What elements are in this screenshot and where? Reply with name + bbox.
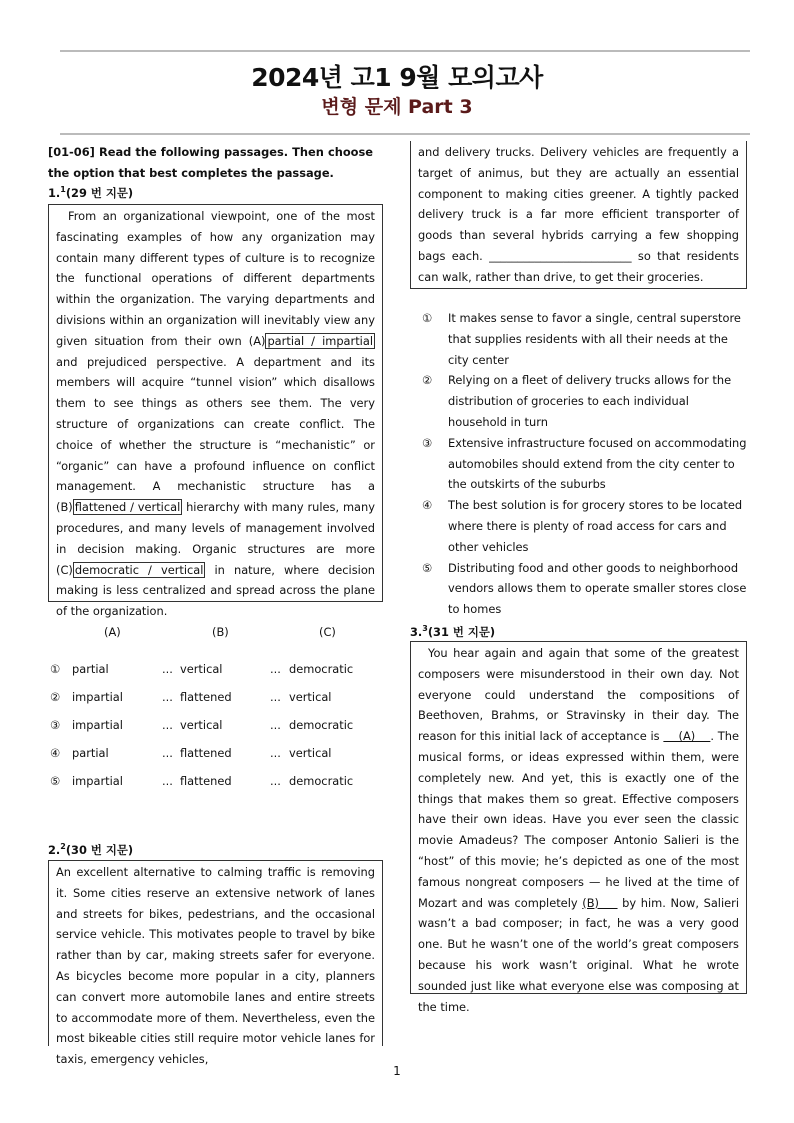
option-b: flattened xyxy=(180,746,232,760)
question-1-option[interactable] xyxy=(48,774,383,794)
sep: ... xyxy=(270,718,281,732)
option-number: ⑤ xyxy=(50,774,61,788)
sep: ... xyxy=(270,746,281,760)
option-text: Distributing food and other goods to neighborhood vendors allows them to operate smaller stores close to homes xyxy=(448,560,747,617)
option-a: impartial xyxy=(72,774,123,788)
option-text: The best solution is for grocery stores to be located where there is plenty of road access for cars and other vehicles xyxy=(448,498,743,554)
blank-a: (A) xyxy=(663,729,711,744)
question-2-option[interactable] xyxy=(418,433,748,495)
option-c: vertical xyxy=(289,746,332,760)
col-a: (A) xyxy=(104,625,121,639)
option-number: ① xyxy=(422,311,433,325)
question-2-option[interactable] xyxy=(418,370,748,432)
sep: ... xyxy=(270,690,281,704)
option-number: ② xyxy=(422,373,433,388)
option-b: flattened xyxy=(180,690,232,704)
question-2-option[interactable] xyxy=(418,308,748,370)
option-number: ② xyxy=(50,690,61,704)
option-c: vertical xyxy=(289,690,332,704)
question-2-passage-part2: and delivery trucks. Delivery vehicles are frequently a target of animus, but they are actually an essential component to making cities greener. A tightly packed delivery truck is a far more efficient transporter of goods than several hybrids carrying a few shopping bags each. _________________________ so that residents can walk, rather than drive, to get their groceries. xyxy=(410,141,747,289)
instructions: [01-06] Read the following passages. Then choose the option that best completes the passage. xyxy=(48,145,373,180)
page-title: 2024년 고1 9월 모의고사 xyxy=(251,63,543,92)
option-c: democratic xyxy=(289,774,354,788)
sep: ... xyxy=(162,662,173,676)
question-2-options xyxy=(418,308,748,620)
option-b: vertical xyxy=(180,662,223,676)
question-2-option[interactable] xyxy=(418,558,748,620)
answer-blank: _________________________ xyxy=(489,248,632,263)
sep: ... xyxy=(162,774,173,788)
option-number: ③ xyxy=(422,435,433,450)
question-1-option[interactable] xyxy=(48,746,383,766)
option-b: flattened xyxy=(180,774,232,788)
question-1-option[interactable] xyxy=(48,690,383,710)
page-subtitle: 변형 문제 Part 3 xyxy=(321,96,473,118)
top-rule xyxy=(60,50,750,52)
choice-box-b: flattened / vertical xyxy=(74,500,181,515)
option-number: ① xyxy=(50,662,61,676)
sep: ... xyxy=(162,718,173,732)
question-2-passage-part1: An excellent alternative to calming traffic is removing it. Some cities reserve an extensive network of lanes and streets for bikes, pedestrians, and the occasional service vehicle. This motivates people to travel by bike rather than by car, making streets safer for everyone. As bicycles become more popular in a city, planners can convert more automobile lanes and entire streets to accommodate more of them. Nevertheless, even the most bikeable cities still require motor vehicle lanes for taxis, emergency vehicles, xyxy=(48,860,383,1046)
sep: ... xyxy=(162,690,173,704)
question-1-option[interactable] xyxy=(48,718,383,738)
question-1-option[interactable] xyxy=(48,662,383,682)
question-3-passage: You hear again and again that some of the greatest composers were misunderstood in their own day. Not everyone could understand the compositions of Beethoven, Brahms, or Stravinsky in their day. The reason for this initial lack of acceptance is (A) . The musical forms, or ideas expressed within them, were completely new. And yet, this is exactly one of the things that makes them so great. Effective composers have their own ideas. Have you ever seen the classic movie Amadeus? The composer Antonio Salieri is the “host” of this movie; he’s depicted as one of the most famous nongreat composers — he lived at the time of Mozart and was completely (B) by him. Now, Salieri wasn’t a bad composer; in fact, he was a very good one. But he wasn’t one of the world’s great composers because his work wasn’t original. What he wrote sounded just like what everyone else was composing at the time. xyxy=(410,641,747,994)
option-b: vertical xyxy=(180,718,223,732)
option-a: impartial xyxy=(72,718,123,732)
option-text: Extensive infrastructure focused on accommodating automobiles should extend from the city center to the outskirts of the suburbs xyxy=(448,435,747,492)
page-number: 1 xyxy=(393,1064,401,1078)
option-a: partial xyxy=(72,746,109,760)
choice-box-a: partial / impartial xyxy=(267,333,373,348)
question-1-passage: From an organizational viewpoint, one of the most fascinating examples of how any organization may contain many different types of culture is to recognize the functional operations of different departments within the organization. The varying departments and divisions within an organization will inevitably view any given situation from their own (A) partial / impartial and prejudiced perspective. A department and its members will acquire “tunnel vision” which disallows them to see things as others see them. The very structure of organizations can create conflict. The choice of whether the structure is “mechanistic” or “organic” can have a profound influence on conflict management. A mechanistic structure has a (B) flattened / vertical hierarchy with many rules, many procedures, and many levels of management involved in decision making. Organic structures are more (C) democratic / vertical in nature, where decision making is less centralized and spread across the plane of the organization. xyxy=(48,204,383,602)
option-a: impartial xyxy=(72,690,123,704)
sep: ... xyxy=(270,774,281,788)
options-header xyxy=(48,625,383,645)
question-2-option[interactable] xyxy=(418,495,748,557)
option-number: ⑤ xyxy=(422,560,433,575)
sep: ... xyxy=(162,746,173,760)
header-rule xyxy=(60,133,750,135)
question-1-header: 1.$^1$(29 번 지문) xyxy=(48,185,134,200)
question-3-header: 3.$^3$(31 번 지문) xyxy=(410,624,496,639)
question-2-header: 2.$^2$(30 번 지문) xyxy=(48,842,134,857)
option-c: democratic xyxy=(289,718,354,732)
choice-box-c: democratic / vertical xyxy=(74,562,204,577)
col-b: (B) xyxy=(212,625,229,639)
option-text: Relying on a fleet of delivery trucks allows for the distribution of groceries to each individual household in turn xyxy=(448,373,732,429)
option-text: It makes sense to favor a single, central superstore that supplies residents with all their needs at the city center xyxy=(448,311,741,367)
sep: ... xyxy=(270,662,281,676)
option-c: democratic xyxy=(289,662,354,676)
blank-b: (B) xyxy=(582,895,618,910)
option-number: ④ xyxy=(50,746,61,760)
col-c: (C) xyxy=(319,625,336,639)
option-a: partial xyxy=(72,662,109,676)
option-number: ④ xyxy=(422,498,433,513)
option-number: ③ xyxy=(50,718,61,732)
